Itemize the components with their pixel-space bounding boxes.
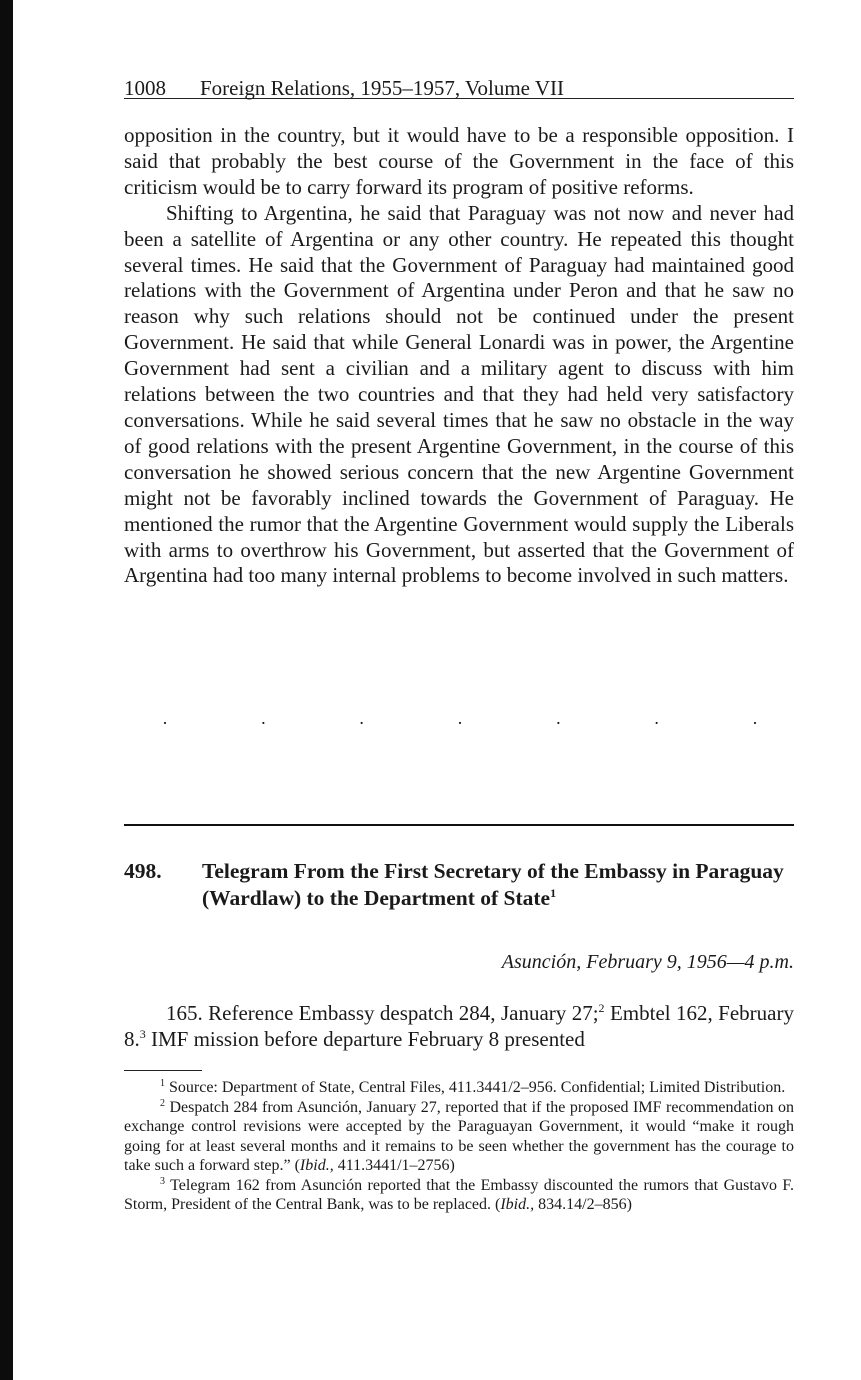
- ellipsis-dot: .: [556, 708, 561, 728]
- document-heading: [124, 858, 794, 912]
- footnote-ref-1[interactable]: 1: [550, 886, 557, 900]
- paragraph-argentina: Shifting to Argentina, he said that Paraguay was not now and never had been a satellite of Argentina or any other country. He repeated this thought several times. He said that the Government of Paraguay had maintained good relations with the Government of Argentina under Peron and that he saw no reason why such relations should not be continued under the present Government. He said that while General Lonardi was in power, the Argentine Government had sent a civilian and a military agent to discuss with him relations between the two countries and that they had held very satisfactory conversations. While he said several times that he saw no obstacle in the way of good relations with the present Argentine Government, in the course of this conversation he showed serious concern that the new Argentine Government might not be favorably inclined towards the Government of Paraguay. He mentioned the rumor that the Argentine Government would supply the Liberals with arms to overthrow his Government, but asserted that the Government of Argentina had too many internal problems to become involved in such matters.: [124, 200, 794, 588]
- omission-ellipsis: [160, 708, 760, 729]
- document-number: 498.: [124, 859, 162, 883]
- page-number: 1008: [124, 76, 166, 100]
- body-text: [124, 123, 794, 589]
- ellipsis-dot: .: [457, 708, 463, 728]
- telegram-text-part: Embtel 162, February 8.: [124, 1001, 794, 1051]
- footnote-ref-3[interactable]: 3: [139, 1027, 146, 1041]
- footnote-1: [124, 1078, 794, 1098]
- footnote-rule: [124, 1070, 202, 1071]
- footnote-mark: 2: [160, 1097, 165, 1109]
- telegram-text-part: 165. Reference Embassy despatch 284, January 27;: [166, 1001, 599, 1025]
- footnote-mark: 1: [160, 1078, 165, 1089]
- footnote-text: Source: Department of State, Central Files, 411.3441/2–956. Confidential; Limited Distribution.: [169, 1079, 786, 1096]
- footnote-mark: 3: [160, 1175, 165, 1187]
- footnote-text: Despatch 284 from Asunción, January 27, reported that if the proposed IMF recommendation on exchange control revisions were accepted by the Paraguayan Government, it would “make it rough going for at least several months and it remains to be seen whether the government has the courage to take such a forward step.” (: [124, 1098, 795, 1174]
- ellipsis-dot: .: [359, 708, 364, 728]
- footnote-3: [124, 1176, 794, 1215]
- dateline: Asunción, February 9, 1956—4 p.m.: [501, 951, 794, 973]
- ellipsis-dot: .: [261, 708, 266, 728]
- footnote-ref-2[interactable]: 2: [598, 1001, 605, 1015]
- ibid-citation: Ibid.,: [299, 1157, 334, 1174]
- ellipsis-dot: .: [752, 708, 758, 728]
- running-title: Foreign Relations, 1955–1957, Volume VII: [200, 76, 564, 100]
- document-title: [202, 858, 794, 912]
- scan-edge-bar: [0, 0, 13, 1380]
- ellipsis-dot: .: [162, 708, 168, 728]
- paragraph-continued: opposition in the country, but it would have to be a responsible opposition. I said that probably the best course of the Government in the face of this criticism would be to carry forward its program of positive reforms.: [124, 123, 794, 199]
- footnote-2: [124, 1098, 794, 1176]
- document-title-text: Telegram From the First Secretary of the Embassy in Paraguay (Wardlaw) to the Department of State: [202, 859, 784, 910]
- running-header: [124, 76, 794, 99]
- ibid-citation: Ibid.,: [500, 1196, 535, 1213]
- telegram-body: [124, 1000, 794, 1052]
- footnotes: [124, 1078, 794, 1215]
- footnote-text: Telegram 162 from Asunción reported that the Embassy discounted the rumors that Gustavo F. Storm, President of the Central Bank, was to be replaced. (: [124, 1176, 794, 1213]
- section-divider: [124, 824, 794, 826]
- footnote-citation: 834.14/2–856): [534, 1196, 632, 1213]
- telegram-paragraph: [124, 1000, 794, 1052]
- telegram-text-part: IMF mission before departure February 8 presented: [145, 1027, 585, 1051]
- footnote-citation: 411.3441/1–2756): [333, 1157, 455, 1174]
- ellipsis-dot: .: [654, 708, 659, 728]
